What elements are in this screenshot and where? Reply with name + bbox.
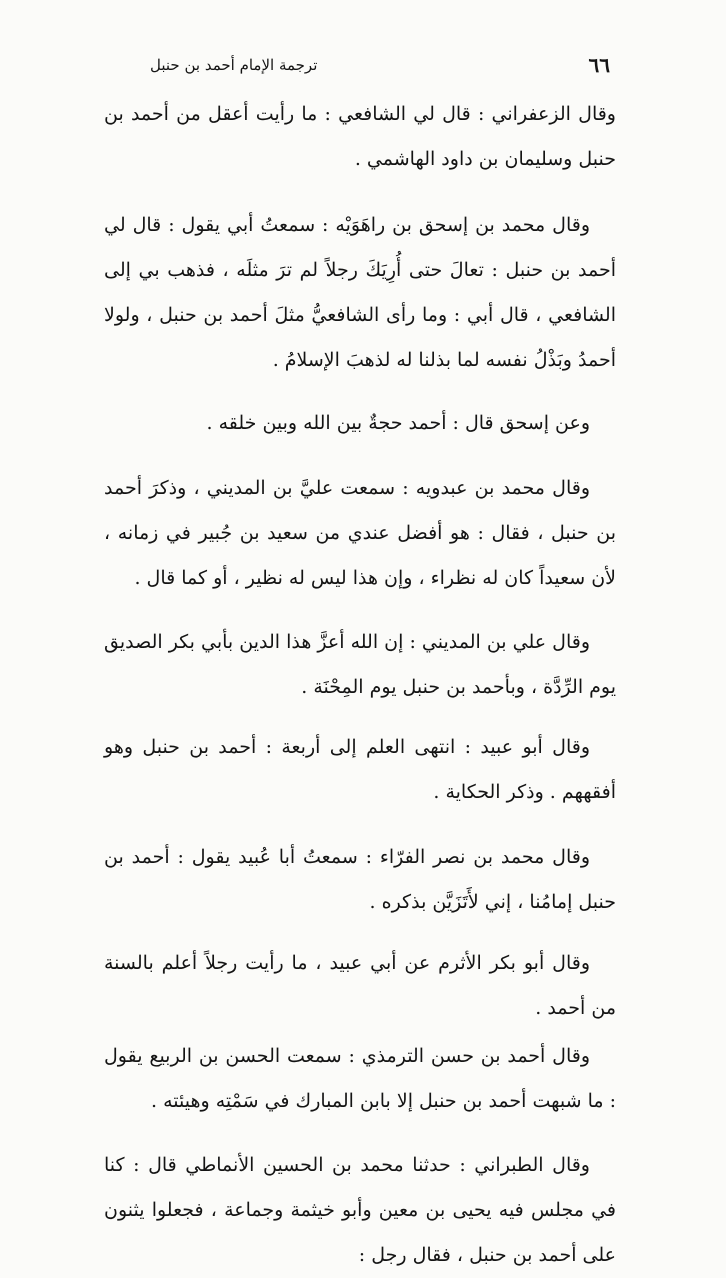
paragraph: وقال أبو بكر الأثرم عن أبي عبيد ، ما رأيت رجلاً أعلم بالسنة من أحمد .: [104, 952, 616, 1019]
paragraph: وقال علي بن المديني : إن الله أعزَّ هذا الدين بأبي بكر الصديق يوم الرِّدَّة ، وبأحمد بن حنبل يوم المِحْنَة .: [104, 631, 616, 698]
paragraph: وقال محمد بن إسحق بن راهَوَيْه : سمعتُ أبي يقول : قال لي أحمد بن حنبل : تعالَ حتى أُرِيَكَ رجلاً لم ترَ مثلَه ، فذهب بي إلى الشافعي ، قال أبي : وما رأى الشافعيُّ مثلَ أحمد بن حنبل ، ولولا أحمدُ وبَذْلُ نفسه لما بذلنا له لذهبَ الإسلامُ .: [104, 214, 616, 371]
paragraph: وقال أبو عبيد : انتهى العلم إلى أربعة : أحمد بن حنبل وهو أفقههم . وذكر الحكاية .: [104, 736, 616, 803]
paragraph: وقال محمد بن عبدويه : سمعت عليَّ بن المديني ، وذكرَ أحمد بن حنبل ، فقال : هو أفضل عندي من سعيد بن جُبير في زمانه ، لأن سعيداً كان له نظراء ، وإن هذا ليس له نظير ، أو كما قال .: [104, 477, 616, 589]
page-header: [150, 52, 610, 78]
running-title: ترجمة الإمام أحمد بن حنبل: [150, 56, 318, 74]
paragraph: وقال محمد بن نصر الفرّاء : سمعتُ أبا عُبيد يقول : أحمد بن حنبل إمامُنا ، إني لأَتَزَيَّن بذكره .: [104, 846, 616, 913]
paragraph: وقال أحمد بن حسن الترمذي : سمعت الحسن بن الربيع يقول : ما شبهت أحمد بن حنبل إلا بابن المبارك في سَمْتِه وهيئته .: [104, 1045, 616, 1112]
page-body: [104, 92, 616, 1278]
paragraph: وعن إسحق قال : أحمد حجةٌ بين الله وبين خلقه .: [206, 412, 590, 434]
paragraph: وقال الزعفراني : قال لي الشافعي : ما رأيت أعقل من أحمد بن حنبل وسليمان بن داود الهاشمي .: [104, 103, 616, 170]
paragraph: وقال الطبراني : حدثنا محمد بن الحسين الأنماطي قال : كنا في مجلس فيه يحيى بن معين وأبو خيثمة وجماعة ، فجعلوا يثنون على أحمد بن حنبل ، فقال رجل :: [104, 1154, 616, 1266]
page-number: ٦٦: [588, 53, 610, 77]
